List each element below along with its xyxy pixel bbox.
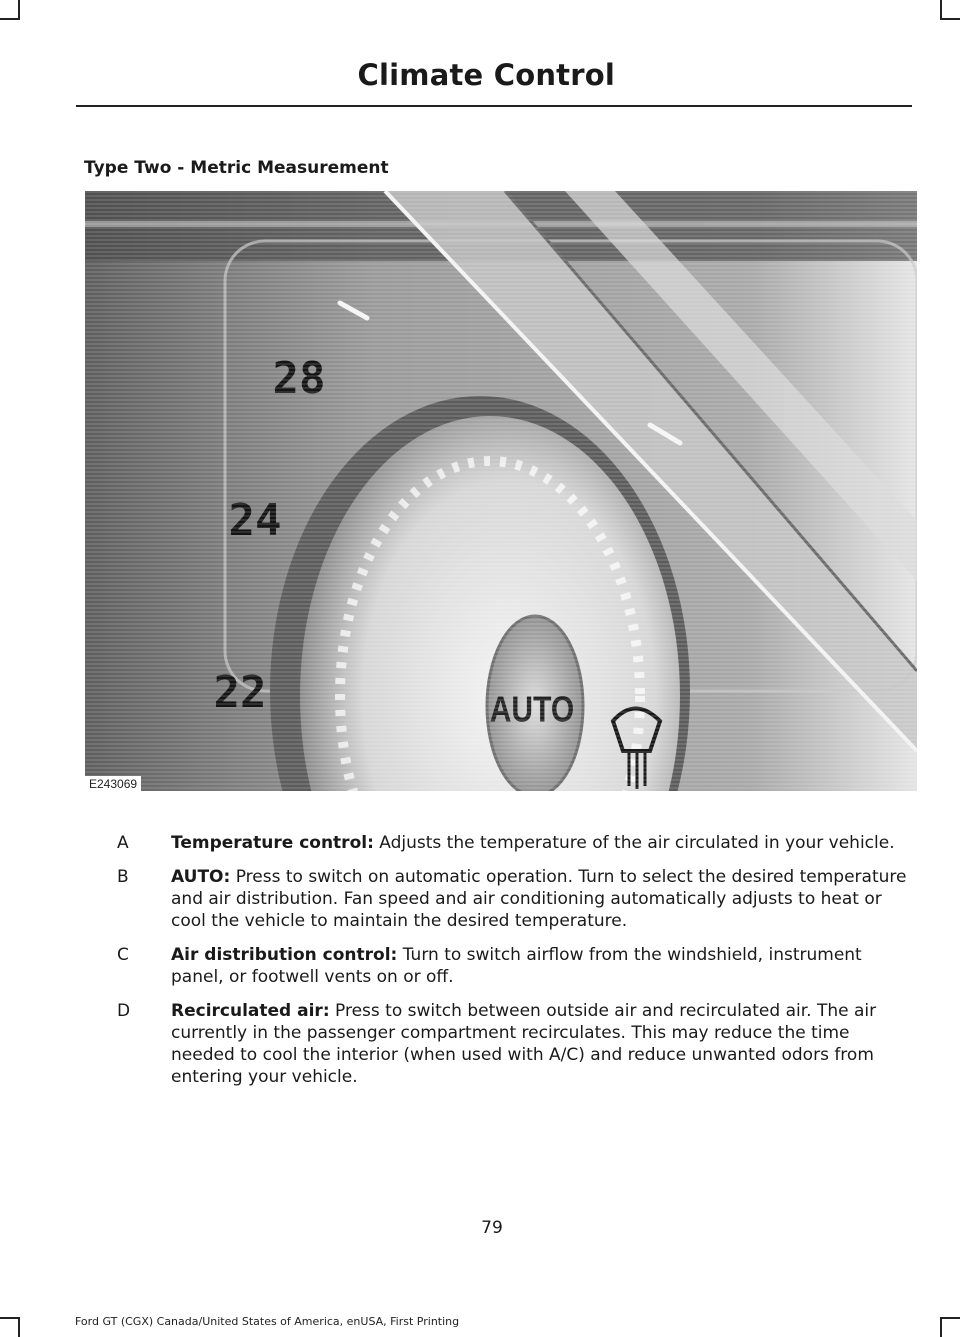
definition-item [117,832,907,854]
section-title: Climate Control [357,58,615,92]
definition-key: C [117,945,129,965]
figure-code: E243069 [85,776,141,791]
definition-text: Press to switch on automatic operation. Turn to select the desired temperature and air distribution. Fan speed and air conditioning automatically adjusts to heat or cool the vehicle to maintain the desired temperature. [171,867,907,931]
crop-mark-bottom-left-h [0,1317,20,1319]
definition-term: Air distribution control: [171,945,398,965]
document-footer: Ford GT (CGX) Canada/United States of America, enUSA, First Printing [75,1315,460,1328]
definition-text: Press to switch between outside air and recirculated air. The air currently in the passenger compartment recirculates. This may reduce the time needed to cool the interior (when used with A/C) and reduce unwanted odors from entering your vehicle. [171,1001,877,1087]
definition-key: D [117,1001,131,1021]
definition-list [117,832,907,1100]
definition-term: Recirculated air: [171,1001,330,1021]
page-number: 79 [481,1218,503,1238]
crop-mark-top-right-v [940,0,942,20]
crop-mark-top-left-v [18,0,20,20]
definition-text: Turn to switch airflow from the windshield, instrument panel, or footwell vents on or off. [171,945,862,987]
definition-key: B [117,867,129,887]
definition-term: AUTO: [171,867,231,887]
definition-item [117,1000,907,1088]
climate-control-figure [85,191,917,791]
crop-mark-bottom-left-v [18,1317,20,1337]
crop-mark-bottom-right-h [940,1317,960,1319]
definition-item [117,866,907,932]
definition-item [117,944,907,988]
header-rule [76,105,912,107]
crop-mark-top-left-h [0,18,20,20]
climate-panel-illustration [85,191,917,791]
scanline-overlay [85,191,917,791]
crop-mark-bottom-right-v [940,1317,942,1337]
figure-subtitle: Type Two - Metric Measurement [84,158,389,178]
definition-text: Adjusts the temperature of the air circulated in your vehicle. [373,833,895,853]
definition-key: A [117,833,129,853]
definition-term: Temperature control: [171,833,374,853]
crop-mark-top-right-h [940,18,960,20]
